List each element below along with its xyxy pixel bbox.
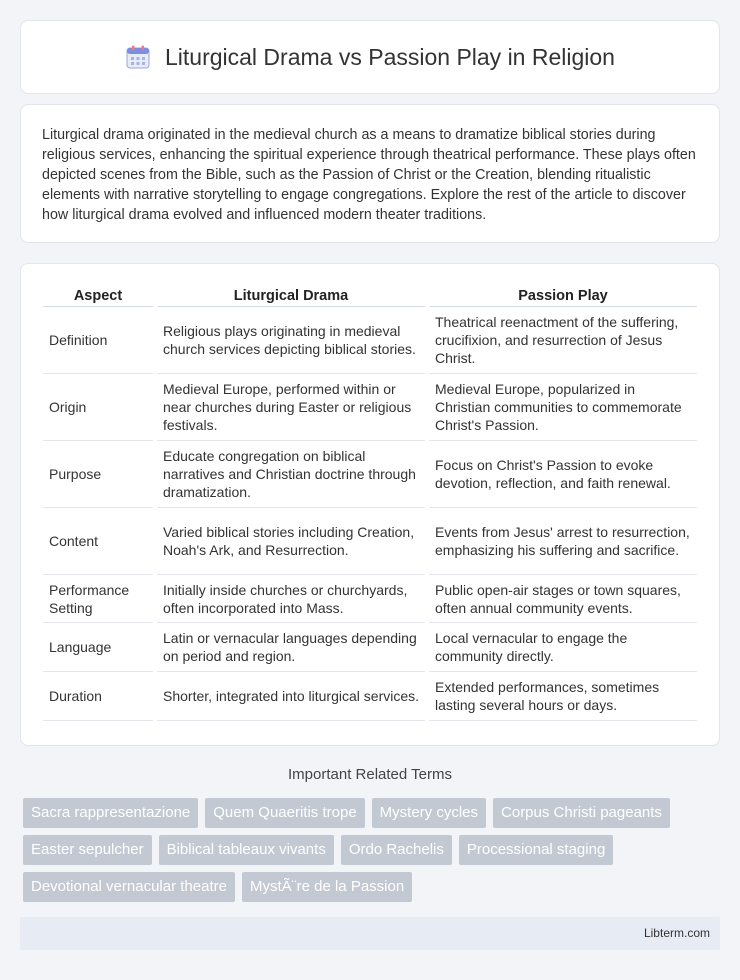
related-term-tag[interactable]: Easter sepulcher (23, 835, 152, 865)
table-cell-aspect: Performance Setting (43, 575, 153, 623)
table-row (43, 374, 697, 441)
related-term-tag[interactable]: Sacra rappresentazione (23, 798, 198, 828)
table-cell-passion-play: Events from Jesus' arrest to resurrection, emphasizing his suffering and sacrifice. (429, 508, 697, 575)
table-cell-aspect: Duration (43, 672, 153, 721)
related-term-tag[interactable]: Biblical tableaux vivants (159, 835, 334, 865)
intro-text: Liturgical drama originated in the medieval church as a means to dramatize biblical stories during religious services, enhancing the spiritual experience through theatrical performance. These plays often depicted scenes from the Bible, such as the Passion of Christ or the Creation, blending ritualistic elements with narrative storytelling to engage congregations. Explore the rest of the article to discover how liturgical drama evolved and influenced modern theater traditions. (42, 127, 696, 223)
table-cell-aspect: Purpose (43, 441, 153, 508)
intro-card (20, 104, 720, 243)
page-title: Liturgical Drama vs Passion Play in Religion (165, 43, 615, 70)
footer (20, 917, 720, 950)
table-cell-liturgical-drama: Shorter, integrated into liturgical services. (157, 672, 425, 721)
comparison-table (39, 282, 701, 721)
table-row (43, 508, 697, 575)
table-cell-passion-play: Extended performances, sometimes lasting several hours or days. (429, 672, 697, 721)
column-header-aspect: Aspect (43, 282, 153, 307)
table-row (43, 623, 697, 672)
table-cell-aspect: Origin (43, 374, 153, 441)
table-cell-passion-play: Theatrical reenactment of the suffering, crucifixion, and resurrection of Jesus Christ. (429, 307, 697, 374)
table-cell-aspect: Definition (43, 307, 153, 374)
header-card (20, 20, 720, 94)
column-header-passion-play: Passion Play (429, 282, 697, 307)
table-row (43, 441, 697, 508)
table-cell-liturgical-drama: Religious plays originating in medieval church services depicting biblical stories. (157, 307, 425, 374)
related-term-tag[interactable]: Quem Quaeritis trope (205, 798, 364, 828)
table-row (43, 672, 697, 721)
table-cell-passion-play: Public open-air stages or town squares, often annual community events. (429, 575, 697, 623)
table-cell-liturgical-drama: Educate congregation on biblical narratives and Christian doctrine through dramatization. (157, 441, 425, 508)
table-row (43, 575, 697, 623)
related-terms-list (23, 798, 723, 902)
related-term-tag[interactable]: MystÃ¨re de la Passion (242, 872, 412, 902)
calendar-icon (125, 44, 151, 70)
table-cell-passion-play: Local vernacular to engage the community directly. (429, 623, 697, 672)
table-cell-liturgical-drama: Varied biblical stories including Creation, Noah's Ark, and Resurrection. (157, 508, 425, 575)
footer-site[interactable]: Libterm.com (643, 926, 710, 940)
table-cell-passion-play: Focus on Christ's Passion to evoke devotion, reflection, and faith renewal. (429, 441, 697, 508)
table-cell-aspect: Content (43, 508, 153, 575)
related-term-tag[interactable]: Mystery cycles (372, 798, 486, 828)
related-term-tag[interactable]: Corpus Christi pageants (493, 798, 670, 828)
table-cell-liturgical-drama: Medieval Europe, performed within or near churches during Easter or religious festivals. (157, 374, 425, 441)
table-cell-liturgical-drama: Latin or vernacular languages depending on period and region. (157, 623, 425, 672)
table-cell-passion-play: Medieval Europe, popularized in Christian communities to commemorate Christ's Passion. (429, 374, 697, 441)
table-row (43, 307, 697, 374)
table-header-row (43, 282, 697, 307)
related-terms-heading: Important Related Terms (288, 766, 452, 783)
table-cell-liturgical-drama: Initially inside churches or churchyards, often incorporated into Mass. (157, 575, 425, 623)
related-term-tag[interactable]: Processional staging (459, 835, 613, 865)
table-cell-aspect: Language (43, 623, 153, 672)
column-header-liturgical-drama: Liturgical Drama (157, 282, 425, 307)
comparison-table-card (20, 263, 720, 746)
related-term-tag[interactable]: Devotional vernacular theatre (23, 872, 235, 902)
related-term-tag[interactable]: Ordo Rachelis (341, 835, 452, 865)
